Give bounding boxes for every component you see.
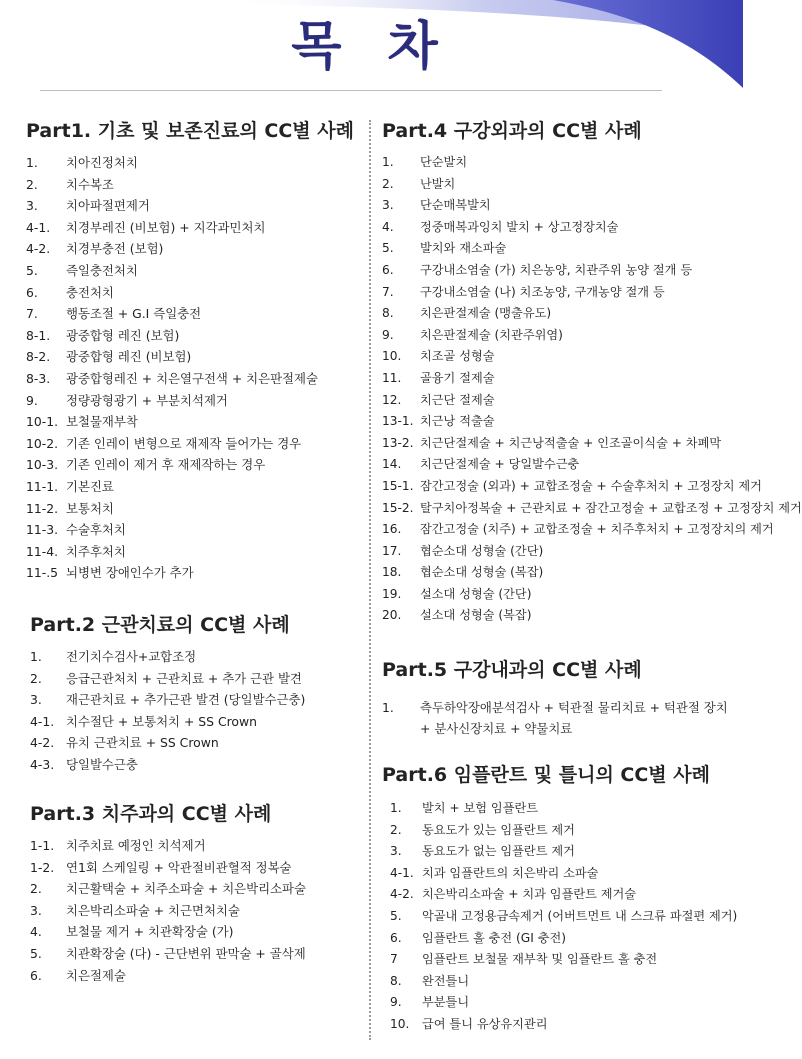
toc-item-text: 치근활택술 + 치주소파술 + 치은박리소파술 — [66, 881, 306, 897]
toc-item-number: 14. — [382, 457, 402, 472]
section-part6 — [382, 760, 740, 1036]
toc-item-text: 치은절제술 — [66, 967, 126, 983]
toc-item-number: 5. — [26, 262, 38, 278]
toc-item-text: 치근낭 적출술 — [420, 414, 495, 429]
toc-item-number: 10-3. — [26, 457, 59, 473]
toc-item-text: 동요도가 있는 임플란트 제거 — [422, 822, 575, 837]
toc-item — [382, 238, 740, 260]
toc-item-text: 동요도가 없는 임플란트 제거 — [422, 844, 575, 859]
toc-item — [382, 217, 740, 239]
toc-item-number: 3. — [390, 844, 402, 859]
toc-item-number: 10-2. — [26, 435, 59, 451]
toc-item-text: 유치 근관치료 + SS Crown — [66, 735, 219, 751]
section-heading: Part.5 구강내과의 CC별 사례 — [382, 659, 642, 681]
section-part1 — [26, 116, 366, 584]
toc-item — [26, 368, 366, 390]
toc-item-number: 2. — [382, 176, 394, 191]
toc-item — [30, 921, 365, 943]
toc-item-number: 8-3. — [26, 370, 51, 386]
toc-item-text: 임플란트 보철물 재부착 및 임플란트 홀 충전 — [422, 952, 658, 967]
column-divider — [369, 120, 371, 1040]
toc-item — [26, 174, 366, 196]
toc-item — [382, 152, 740, 174]
section-part5 — [382, 655, 740, 739]
toc-item — [382, 325, 740, 347]
toc-item — [382, 174, 740, 196]
toc-item-text: 단순매복발치 — [420, 198, 491, 213]
toc-item-text: 치근단 절제술 — [420, 392, 495, 407]
toc-item-number: 17. — [382, 543, 402, 558]
toc-item — [382, 368, 740, 390]
toc-item-number: 4-1. — [26, 219, 51, 235]
toc-item-text: 구강내소염술 (나) 치조농양, 구개농양 절개 등 — [420, 284, 665, 299]
toc-item-number: 4-2. — [390, 887, 414, 902]
toc-item — [382, 949, 740, 971]
toc-item — [30, 689, 365, 711]
toc-item-text: 치과 임플란트의 치은박리 소파술 — [422, 865, 599, 880]
toc-item — [30, 878, 365, 900]
toc-item-number: 7. — [26, 306, 38, 322]
toc-item-number: 4. — [382, 219, 394, 234]
toc-item — [382, 519, 774, 541]
toc-item-text: 치근단절제술 + 치근낭적출술 + 인조골이식술 + 차폐막 — [420, 435, 722, 450]
toc-item — [382, 884, 740, 906]
toc-item — [30, 732, 365, 754]
toc-item-number: 9. — [26, 392, 38, 408]
section-part4 — [382, 116, 802, 627]
toc-item-text: 광중합형 레진 (보험) — [66, 327, 180, 343]
toc-item-text: 보철물 제거 + 치관확장술 (가) — [66, 924, 234, 940]
toc-item-number: 7. — [382, 284, 394, 299]
toc-item-text: 정량광형광기 + 부분치석제거 — [66, 392, 228, 408]
toc-item — [30, 835, 365, 857]
toc-item-number: 1-1. — [30, 838, 55, 853]
toc-item-number: 8. — [382, 306, 394, 321]
toc-item-text: 발치와 재소파술 — [420, 241, 507, 256]
toc-item — [26, 325, 366, 347]
toc-item-number: 1-2. — [30, 859, 55, 875]
toc-item-number: 5. — [382, 241, 394, 256]
toc-item-number: 11-3. — [26, 522, 59, 538]
toc-item-text: 치주후처치 — [66, 543, 126, 559]
toc-item — [30, 754, 365, 776]
toc-item — [26, 476, 366, 498]
toc-item — [26, 519, 366, 541]
toc-item-number: 16. — [382, 522, 402, 537]
toc-item-number: 5. — [390, 908, 402, 923]
toc-item-text: 임플란트 홀 충전 (GI 충전) — [422, 930, 567, 945]
title-divider — [40, 90, 662, 91]
toc-item-number: 19. — [382, 586, 402, 601]
toc-item-text: 치은박리소파술 + 치과 임플란트 제거술 — [422, 887, 637, 902]
toc-item-text: 급여 틀니 유상유지관리 — [422, 1016, 548, 1031]
toc-item-text: 기본진료 — [66, 478, 114, 494]
toc-item — [382, 476, 762, 498]
toc-item — [382, 1014, 740, 1036]
toc-item-number: 8. — [390, 973, 402, 988]
toc-item-text: 구강내소염술 (가) 치은농양, 치관주위 농양 절개 등 — [420, 262, 693, 277]
toc-item-number: 6. — [382, 262, 394, 277]
toc-item-number: 6. — [390, 930, 402, 945]
toc-item-number: 15-2. — [382, 500, 414, 515]
toc-item — [30, 711, 365, 733]
toc-item — [26, 260, 366, 282]
toc-item-number: 9. — [382, 327, 394, 342]
toc-item-text: 행동조절 + G.I 즉일충전 — [66, 306, 202, 322]
toc-item-number: 2. — [26, 176, 38, 192]
toc-item-text: 치은박리소파술 + 치근면처치술 — [66, 902, 240, 918]
toc-item-text: 연1회 스케일링 + 악관절비관혈적 정복술 — [66, 859, 292, 875]
toc-item — [382, 798, 740, 820]
toc-item-text: 치아진정처치 — [66, 155, 138, 170]
toc-item-text: 치경부충전 (보험) — [66, 241, 164, 257]
toc-item-text: 응급근관처치 + 근관치료 + 추가 근관 발견 — [66, 670, 302, 686]
toc-item-number: 4-1. — [390, 865, 414, 880]
toc-item — [382, 562, 740, 584]
toc-item-text: 광중합형 레진 (비보험) — [66, 349, 192, 365]
toc-list — [382, 152, 802, 627]
toc-item-text: 즉일충전처치 — [66, 262, 138, 278]
toc-item-text: 충전처치 — [66, 284, 114, 300]
toc-item-text: 치관확장술 (다) - 근단변위 판막술 + 골삭제 — [66, 945, 306, 961]
toc-item-text: 치수절단 + 보통처치 + SS Crown — [66, 713, 257, 729]
toc-item-text: 단순발치 — [420, 155, 468, 169]
toc-item-text: 당일발수근충 — [66, 756, 138, 772]
toc-item — [26, 433, 366, 455]
toc-item-text: 골융기 절제술 — [420, 370, 495, 385]
toc-item-number: 1. — [390, 801, 402, 815]
toc-item — [382, 992, 740, 1014]
toc-item — [26, 346, 366, 368]
toc-item — [382, 260, 740, 282]
toc-item — [382, 605, 740, 627]
toc-item-text: 뇌병변 장애인수가 추가 — [66, 565, 194, 581]
section-part3 — [30, 799, 365, 986]
toc-item — [382, 820, 740, 842]
toc-item-text: 광중합형레진 + 치은열구전색 + 치은판절제술 — [66, 370, 318, 386]
toc-item — [30, 900, 365, 922]
toc-item — [382, 433, 740, 455]
toc-item-text: 악골내 고정용금속제거 (어버트먼트 내 스크류 파절편 제거) — [422, 908, 738, 923]
toc-item-number: 4-2. — [30, 735, 55, 751]
toc-item-text: 잠간고정술 (치주) + 교합조정술 + 치주후처치 + 고정장치의 제거 — [420, 522, 774, 537]
toc-item — [382, 303, 740, 325]
toc-item — [382, 584, 740, 606]
toc-item — [26, 282, 366, 304]
toc-item-number: 1. — [26, 155, 38, 170]
toc-item-text: 치은판절제술 (치관주위염) — [420, 327, 563, 342]
toc-item — [382, 411, 740, 433]
toc-list — [382, 697, 740, 739]
toc-item — [30, 965, 365, 987]
toc-item-number: 3. — [30, 902, 42, 918]
toc-item-number: 10. — [390, 1016, 410, 1031]
toc-item-text: 부분틀니 — [422, 995, 470, 1010]
toc-item — [382, 390, 740, 412]
toc-item — [382, 697, 740, 739]
toc-item-text: 설소대 성형술 (간단) — [420, 586, 532, 601]
toc-item-text: 보통처치 — [66, 500, 114, 516]
toc-item — [26, 390, 366, 412]
toc-item — [382, 498, 802, 520]
toc-item — [26, 498, 366, 520]
toc-item — [26, 541, 366, 563]
toc-item — [30, 668, 365, 690]
toc-item-number: 3. — [382, 198, 394, 213]
toc-item-number: 13-1. — [382, 414, 414, 429]
toc-item-number: 8-2. — [26, 349, 51, 365]
section-heading: Part.4 구강외과의 CC별 사례 — [382, 120, 642, 142]
toc-item-number: 4-1. — [30, 713, 55, 729]
page-title: 목 차 — [291, 17, 452, 77]
toc-item-text: 기존 인레이 변형으로 재제작 들어가는 경우 — [66, 435, 302, 451]
toc-item-number: 1. — [382, 700, 394, 715]
toc-item — [382, 971, 740, 993]
section-heading: Part1. 기초 및 보존진료의 CC별 사례 — [26, 120, 354, 142]
toc-item-number: 3. — [30, 692, 42, 708]
toc-item-text: 치아파절편제거 — [66, 198, 150, 214]
toc-item-number: 20. — [382, 608, 402, 623]
toc-item-text: 난발치 — [420, 176, 456, 191]
toc-item-text: 완전틀니 — [422, 973, 470, 988]
toc-item-text: 협순소대 성형술 (간단) — [420, 543, 544, 558]
section-heading: Part.6 임플란트 및 틀니의 CC별 사례 — [382, 764, 710, 786]
toc-item-number: 15-1. — [382, 478, 414, 493]
toc-item-text: 치경부레진 (비보험) + 지각과민처치 — [66, 219, 266, 235]
toc-item-number: 7 — [390, 952, 398, 967]
toc-item — [26, 217, 366, 239]
toc-item-text: 전기치수검사+교합조정 — [66, 649, 197, 664]
toc-item — [26, 454, 366, 476]
toc-item — [26, 303, 366, 325]
toc-item — [382, 841, 740, 863]
toc-item-number: 11. — [382, 370, 402, 385]
toc-item — [382, 906, 740, 928]
toc-item-number: 10-1. — [26, 414, 59, 430]
toc-item-text: 협순소대 성형술 (복잡) — [420, 565, 544, 580]
toc-item-text: 잠간고정술 (외과) + 교합조정술 + 수술후처치 + 고정장치 제거 — [420, 478, 762, 493]
toc-item — [382, 195, 740, 217]
toc-item — [26, 411, 366, 433]
toc-item-number: 6. — [30, 967, 42, 983]
toc-item — [382, 863, 740, 885]
toc-item-text: 수술후처치 — [66, 522, 126, 538]
section-heading: Part.2 근관치료의 CC별 사례 — [30, 614, 290, 636]
toc-list — [30, 646, 365, 776]
toc-item-number: 5. — [30, 945, 42, 961]
toc-item-number: 1. — [30, 649, 42, 664]
toc-item-text: 발치 + 보험 임플란트 — [422, 801, 539, 815]
toc-item — [30, 943, 365, 965]
toc-item — [382, 454, 740, 476]
toc-item-text: 치수복조 — [66, 176, 114, 192]
toc-item-number: 11-1. — [26, 478, 59, 494]
toc-item-number: 4-3. — [30, 756, 55, 772]
toc-item-number: 6. — [26, 284, 38, 300]
toc-item-number: 13-2. — [382, 435, 414, 450]
toc-item-number: 2. — [30, 881, 42, 897]
toc-item — [26, 195, 366, 217]
toc-list — [382, 798, 740, 1036]
toc-item-number: 10. — [382, 349, 402, 364]
section-part2 — [30, 610, 365, 776]
toc-item-number: 18. — [382, 565, 402, 580]
toc-item-text: 치조골 성형술 — [420, 349, 495, 364]
toc-item-number: 8-1. — [26, 327, 51, 343]
toc-item-number: 4. — [30, 924, 42, 940]
toc-item-number: 9. — [390, 995, 402, 1010]
toc-item — [26, 152, 366, 174]
toc-item-text: 보철물재부착 — [66, 414, 138, 430]
toc-item-number: 3. — [26, 198, 38, 214]
toc-item-number: 11-2. — [26, 500, 59, 516]
toc-item-text: 치주치료 예정인 치석제거 — [66, 838, 206, 853]
toc-item-text: 정중매복과잉치 발치 + 상고정장치술 — [420, 219, 619, 234]
toc-item-number: 4-2. — [26, 241, 51, 257]
toc-item — [26, 562, 366, 584]
toc-item-text: 측두하악장애분석검사 + 턱관절 물리치료 + 턱관절 장치 + 분사신장치료 + 약물치료 — [420, 700, 728, 736]
toc-item — [26, 238, 366, 260]
toc-list — [26, 152, 366, 584]
toc-item-text: 설소대 성형술 (복잡) — [420, 608, 532, 623]
toc-item-number: 12. — [382, 392, 402, 407]
toc-item-text: 재근관치료 + 추가근관 발견 (당일발수근충) — [66, 692, 306, 708]
toc-item-number: 11-.5 — [26, 565, 59, 581]
toc-list — [30, 835, 365, 986]
toc-item-number: 11-4. — [26, 543, 59, 559]
toc-item-number: 2. — [30, 670, 42, 686]
toc-item-text: 탈구치아정복술 + 근관치료 + 잠간고정술 + 교합조정 + 고정장치 제거 — [420, 500, 802, 515]
toc-item-number: 2. — [390, 822, 402, 837]
toc-item-text: 치은판절제술 (맹출유도) — [420, 306, 552, 321]
toc-item — [382, 346, 740, 368]
toc-item — [382, 282, 740, 304]
toc-item-text: 치근단절제술 + 당일발수근충 — [420, 457, 580, 472]
toc-item-number: 1. — [382, 155, 394, 169]
toc-item — [382, 541, 740, 563]
toc-item — [382, 928, 740, 950]
toc-item — [30, 646, 365, 668]
toc-item-text: 기존 인레이 제거 후 재제작하는 경우 — [66, 457, 266, 473]
section-heading: Part.3 치주과의 CC별 사례 — [30, 803, 272, 825]
toc-item — [30, 857, 365, 879]
